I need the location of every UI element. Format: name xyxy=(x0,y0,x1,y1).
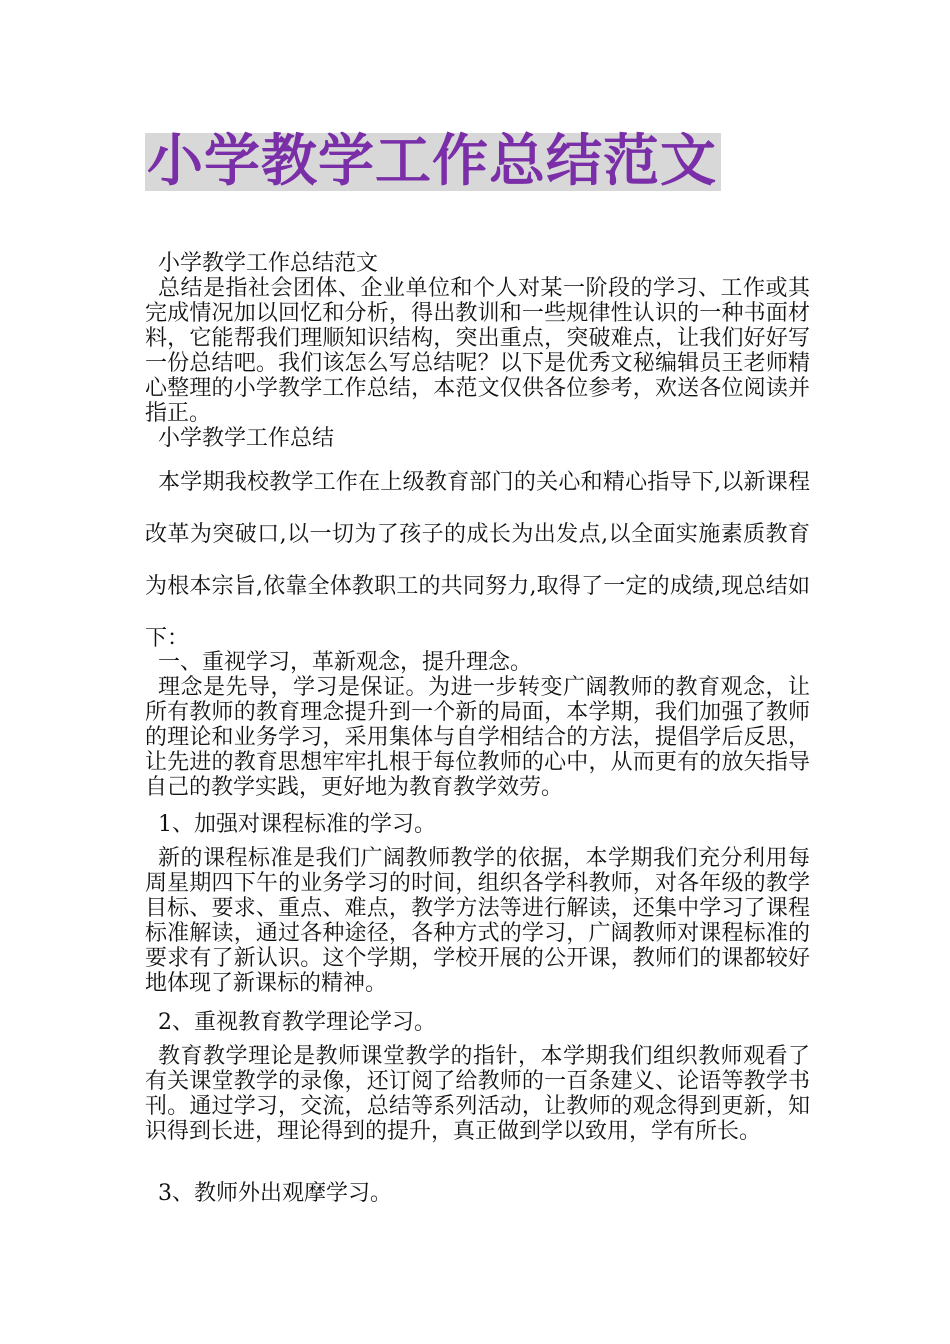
item1-paragraph: 新的课程标准是我们广阔教师教学的依据，本学期我们充分利用每周星期四下午的业务学习的时间，组织各学科教师，对各年级的教学目标、要求、重点、难点，教学方法等进行解读，还集中学习了课程标准解读，通过各种途径，各种方式的学习，广阔教师对课程标准的要求有了新认识。这个学期，学校开展的公开课，教师们的课都较好地体现了新课标的精神。 xyxy=(145,846,810,996)
section-heading-text: 小学教学工作总结 xyxy=(158,426,335,451)
part1-heading-text: 一、重视学习，革新观念，提升理念。 xyxy=(158,650,533,675)
opening-paragraph: 本学期我校教学工作在上级教育部门的关心和精心指导下,以新课程改革为突破口,以一切为了孩子的成长为出发点,以全面实施素质教育为根本宗旨,依靠全体教职工的共同努力,取得了一定的成绩,现总结如下： xyxy=(145,470,810,651)
intro-heading-text: 小学教学工作总结范文 xyxy=(158,251,379,276)
item1-heading-text: 1、加强对课程标准的学习。 xyxy=(158,812,436,837)
item2-section xyxy=(145,1044,810,1144)
item1-heading xyxy=(145,812,810,837)
opening-section xyxy=(145,457,810,665)
item3-heading xyxy=(145,1181,810,1206)
intro-section xyxy=(145,276,810,426)
intro-paragraph: 总结是指社会团体、企业单位和个人对某一阶段的学习、工作或其完成情况加以回忆和分析，得出教训和一些规律性认识的一种书面材料，它能帮我们理顺知识结构，突出重点，突破难点，让我们好好写一份总结吧。我们该怎么写总结呢？以下是优秀文秘编辑员王老师精心整理的小学教学工作总结，本范文仅供各位参考，欢送各位阅读并指正。 xyxy=(145,276,810,426)
title-wrap xyxy=(145,129,721,194)
part1-paragraph: 理念是先导，学习是保证。为进一步转变广阔教师的教育观念，让所有教师的教育理念提升到一个新的局面，本学期，我们加强了教师的理论和业务学习，采用集体与自学相结合的方法，提倡学后反思，让先进的教育思想牢牢扎根于每位教师的心中，从而更有的放矢指导自己的教学实践，更好地为教育教学效劳。 xyxy=(145,675,810,800)
item3-heading-text: 3、教师外出观摩学习。 xyxy=(158,1181,392,1206)
item2-heading xyxy=(145,1010,810,1035)
intro-heading xyxy=(145,251,810,276)
item1-section xyxy=(145,846,810,996)
document-title: 小学教学工作总结范文 xyxy=(145,133,721,191)
part1-heading xyxy=(145,650,810,675)
section-heading xyxy=(145,426,810,451)
item2-heading-text: 2、重视教育教学理论学习。 xyxy=(158,1010,436,1035)
item2-paragraph: 教育教学理论是教师课堂教学的指针，本学期我们组织教师观看了有关课堂教学的录像，还订阅了给教师的一百条建义、论语等教学书刊。通过学习，交流，总结等系列活动，让教师的观念得到更新，知识得到长进，理论得到的提升，真正做到学以致用，学有所长。 xyxy=(145,1044,810,1144)
part1-section xyxy=(145,675,810,800)
